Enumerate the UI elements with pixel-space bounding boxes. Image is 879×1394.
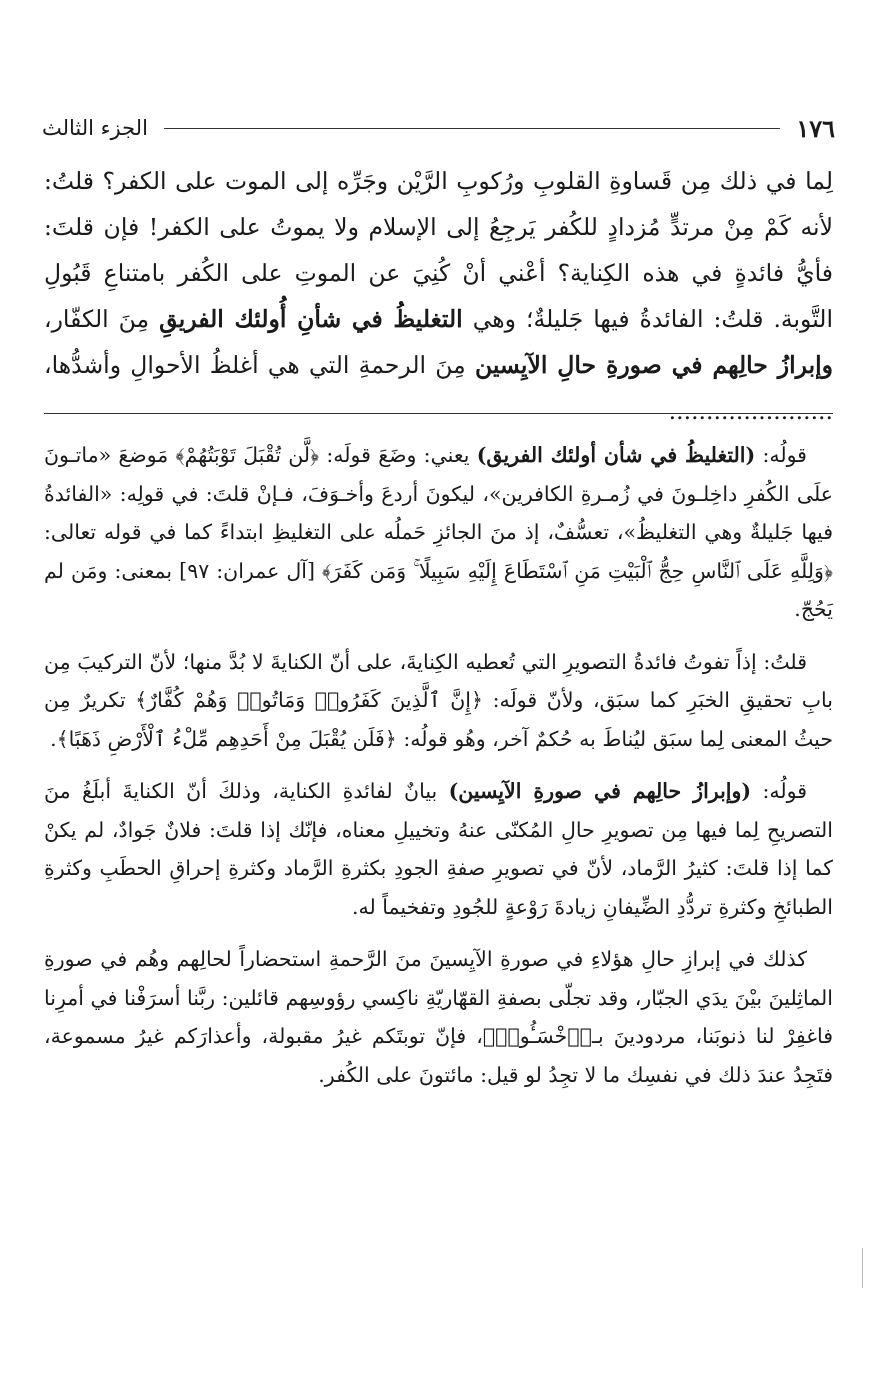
page-number: ١٧٦ [796,113,835,143]
commentary-body: قلتُ: إذاً تفوتُ فائدةُ التصويرِ التي تُعطيه الكِنايةَ، على أنّ الكنايةَ لا بُدَّ منها؛ لأنّ التركيبَ مِن بابِ تحقيقِ الخبَرِ كما سبَق، ولأنّ قولَه: ﴿إِنَّ ٱلَّذِينَ كَفَرُوا۟ وَمَاتُوا۟ وَهُمْ كُفَّارٌ﴾ تكريرٌ مِن حيثُ المعنى لِما سبَق ليُناطَ به حُكمٌ آخر، وهُو قولُه: ﴿فَلَن يُقْبَلَ مِنْ أَحَدِهِم مِّلْءُ ٱلْأَرْضِ ذَهَبًا﴾. [44,649,833,751]
header-rule [164,128,780,129]
commentary-paragraph [44,436,833,629]
commentary-body: بيانٌ لفائدةِ الكناية، وذلكَ أنّ الكنايةَ أبلَغُ منَ التصريحِ لِما فيها مِن تصويرِ حالِ المُكنّى عنهُ وتخييلِ معناه، فإنّك إذا قلتَ: فلانٌ جَوادٌ، لم يكنْ كما إذا قلتَ: كثيرُ الرَّماد، لأنّ في تصويرِ صفةِ الجودِ بكثرةِ الرَّماد وكثرةِ إحراقِ الحطَبِ وكثرةِ الطبائخِ وكثرةِ تردُّدِ الضِّيفانِ زيادةَ رَوْعةٍ للجُودِ وتفخيماً له. [44,779,833,919]
running-title: الجزء الثالث [42,116,148,140]
commentary-paragraph [44,772,833,926]
text-separator-rule [44,413,833,414]
commentary-lead: قولُه: [755,443,807,467]
commentary-quote: (التغليظُ في شأن أولئك الفريق) [476,443,756,467]
main-text-bold-segment: وإبرازُ حالِهم في صورةِ حالِ الآيِسين [474,351,833,379]
commentary-paragraph [44,940,833,1094]
page-header [42,108,835,148]
commentary-body: كذلك في إبرازِ حالِ هؤلاءِ في صورةِ الآيِسينَ منَ الرَّحمةِ استحضاراً لحالِهم وهُم في صورةِ الماثِلينَ بيْنَ يدَي الجبّار، وقد تجلّى بصفةِ القهّاريّةِ ناكِسي رؤوسِهم قائلين: ربَّنا أسرَفْنا في أمرِنا فاغفِرْ لنا ذنوبَنا، مردودينَ بـ﴿ٱخْسَـُٔوا۟﴾، فإنّ توبتَكم غيرُ مقبولة، وأعذارَكم غيرُ مسموعة، فتَجِدُ عندَ ذلك في نفسِك ما لا تجِدُ لو قيل: مائتونَ على الكُفر. [44,947,834,1087]
margin-mark [862,1248,863,1288]
commentary-section [44,436,833,1108]
main-text-segment: لِما في ذلك مِن قَساوةِ القلوبِ ورُكوبِ الرَّيْن وجَرِّه إلى الموت على الكفر؟ قلتُ: لأنه كَمْ مِنْ مرتدٍّ مُزدادٍ للكُفر يَرجِعُ إلى الإسلام ولا يموتُ على الكفر! فإن قلتَ: فأيُّ فائدةٍ في هذه الكِناية؟ أعْني أنْ كُنِيَ عن الموتِ على الكُفر بامتناعِ قَبُولِ التَّوبة. قلتُ: الفائدةُ فيها جَليلةٌ؛ وهي [44,167,833,333]
commentary-paragraph [44,643,833,759]
main-text-segment: مِنَ الرحمةِ التي هي أغلظُ الأحوالِ وأشدُّها، ...................... [44,351,833,425]
main-text [44,158,833,434]
commentary-quote: (وإبرازُ حالِهم في صورةِ الآيِسين) [448,779,752,803]
main-text-segment: مِنَ الكفّار، [44,305,160,333]
commentary-body: يعني: وضَعَ قولَه: ﴿لَّن تُقْبَلَ تَوْبَتُهُمْ﴾ مَوضعَ «ماتـونَ علَى الكُفرِ داخِلـونَ في زُمـرةِ الكافرين»، ليكونَ أردعَ وأخـوَفَ، فـإنْ قلتَ: في قولِه: «الفائدةُ فيها جَليلةٌ وهي التغليظُ»، تعسُّفٌ، إذ منَ الجائزِ حَملُه على التغليظِ ابتداءً كما في قوله تعالى: ﴿وَلِلَّهِ عَلَى ٱلنَّاسِ حِجُّ ٱلْبَيْتِ مَنِ ٱسْتَطَاعَ إِلَيْهِ سَبِيلًا ۚ وَمَن كَفَرَ﴾ [آل عمران: ٩٧] بمعنى: ومَن لم يَحُجّ. [44,443,833,621]
commentary-lead: قولُه: [751,779,807,803]
main-text-bold-segment: التغليظُ في شأنِ أُولئك الفريقِ [159,305,463,333]
